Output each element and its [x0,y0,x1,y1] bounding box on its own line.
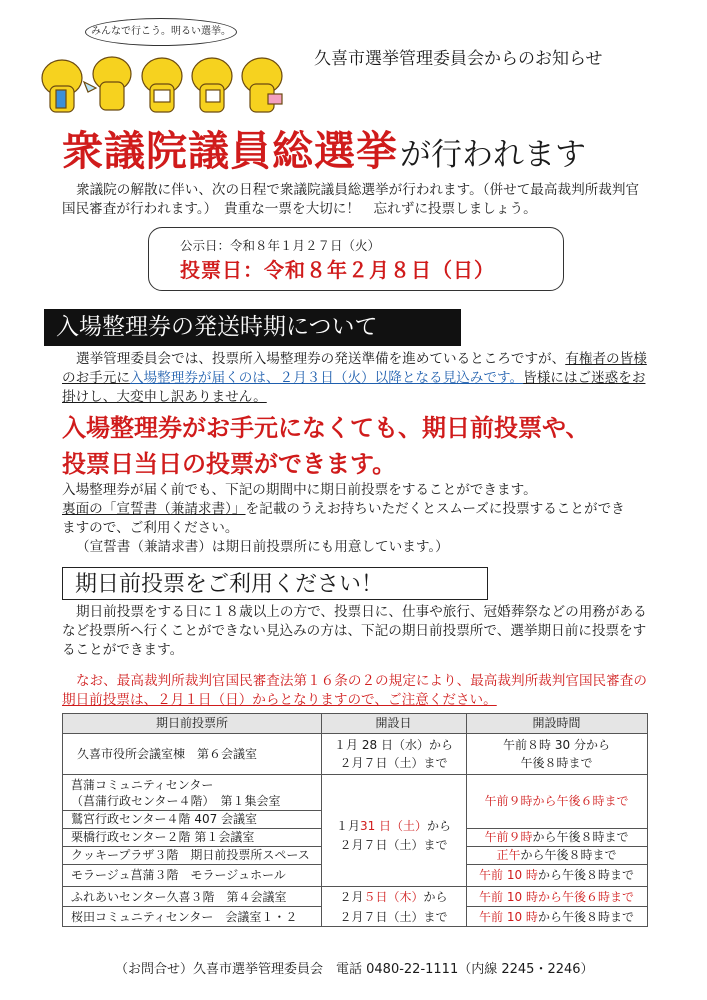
text-underlined: 有権者の皆様 [565,351,647,367]
announcement-date: 公示日：令和８年１月２７日（火） [180,238,381,253]
text-underlined: 期日前投票は、２月１日（日）からとなりますので、ご注意ください。 [62,692,497,708]
table-cell-period [321,818,466,834]
review-note [62,672,672,710]
text: １月 [335,819,360,833]
table-cell-place: 久喜市役所会議室棟 第６会議室 [77,747,258,761]
text: など投票所へ行くことができない見込みの方は、下記の期日前投票所で、選挙期日前に投票をす [62,623,647,639]
table-header: 期日前投票所 [63,714,321,734]
early-voting-table [62,713,648,927]
text: 選挙管理委員会では、投票所入場整理券の発送準備を進めているところですが、 [76,351,566,367]
text: 期日前投票をする日に１８歳以上の方で、投票日に、仕事や旅行、冠婚葬祭などの用務がある [76,604,647,620]
text: ることができます。 [62,642,184,658]
text-red: 午前９時 [484,830,533,844]
early-vote-paragraph [62,603,662,660]
text: （宣誓書（兼請求書）は期日前投票所にも用意しています。） [76,539,449,555]
table-cell-time [466,847,647,863]
table-cell-place: クッキープラザ３階 期日前投票所スペース [71,848,310,862]
table-cell-time [466,909,647,925]
mascot-4 [192,58,232,112]
text: から午後８時まで [520,848,617,862]
mascot-3 [142,58,182,112]
voting-date: 投票日：令和８年２月８日（日） [180,258,495,282]
text-underlined: 裏面の「宣誓書（兼請求書）」 [62,501,246,517]
mascot-2 [84,57,131,110]
table-cell-time: 午前８時 30 分から [503,738,610,752]
section-heading-ticket: 入場整理券の発送時期について [44,309,461,346]
oath-paragraph [62,481,662,557]
mascot-5 [242,58,282,112]
text-red: 午前 10 時 [479,910,538,924]
text-red: 31 日（土） [359,819,428,833]
page-title [62,118,586,177]
table-cell-time: 午後８時まで [520,756,593,770]
text-underlined: のお手元に [62,370,130,386]
table-header: 開設時間 [466,714,647,734]
table-cell-period: ２月７日（土）まで [339,756,448,770]
intro-line: 国民審査が行われます。） 貴重な一票を大切に！ 忘れずに投票しましょう。 [62,201,537,217]
intro-paragraph [62,181,652,219]
text: ますので、ご利用ください。 [62,520,239,536]
slogan-bubble: みんなで行こう。明るい選挙。 [85,18,237,46]
table-cell-period [321,889,466,905]
table-cell-time [466,829,647,845]
text-highlight: 入場整理券が届くのは、２月３日（火）以降となる見込みです。 [129,370,524,386]
table-cell-place: 鷲宮行政センター４階 407 会議室 [71,812,258,826]
table-header: 開設日 [321,714,466,734]
text-red: 午前 10 時 [479,868,538,882]
intro-line: 衆議院の解散に伴い、次の日程で衆議院議員総選挙が行われます。（併せて最高裁判所裁判官 [76,182,640,198]
text: から [427,819,452,833]
text: を記載のうえお持ちいただくとスムーズに投票することができ [245,501,625,517]
notice-from: 久喜市選挙管理委員会からのお知らせ [314,49,603,69]
emphasis-line: 入場整理券がお手元になくても、期日前投票や、 [62,414,590,442]
table-cell-period: ２月７日（土）まで [339,838,448,852]
emphasis-text [62,410,682,482]
text: から午後８時まで [537,868,634,882]
text-underlined: 掛けし、大変申し訳ありません。 [62,389,267,405]
text: から午後８時まで [532,830,629,844]
emphasis-line: 投票日当日の投票ができます。 [62,450,397,478]
table-cell-time: 午前 10 時から午後６時まで [479,890,634,904]
table-cell-place: 桜田コミュニティセンター 会議室１・２ [71,910,298,924]
text-red: ５日（木） [363,890,424,904]
section-heading-early-vote: 期日前投票をご利用ください！ [62,567,488,600]
table-cell-place: ふれあいセンター久喜３階 第４会議室 [71,890,287,904]
text-red: 正午 [496,848,521,862]
text: から [423,890,448,904]
contact-info: （お問合せ）久喜市選挙管理委員会 電話 0480-22-1111（内線 2245・2246） [115,962,594,977]
text: から午後８時まで [537,910,634,924]
table-cell-period: １月 28 日（水）から [334,738,453,752]
title-main: 衆議院議員総選挙 [62,127,398,175]
text-underlined: 皆様にはご迷惑をお [523,370,646,386]
table-cell-period: ２月７日（土）まで [339,910,448,924]
table-cell-place: モラージュ菖蒲３階 モラージュホール [71,868,286,882]
text: ２月 [339,890,364,904]
mascot-1 [42,60,82,112]
table-cell-time [466,867,647,883]
text: なお、最高裁判所裁判官国民審査法第１６条の２の規定により、最高裁判所裁判官国民審査の [76,673,647,689]
table-cell-time: 午前９時から午後６時まで [484,794,629,808]
table-cell-place: 菖蒲コミュニティセンター [71,778,214,792]
table-cell-place: 栗橋行政センター２階 第１会議室 [71,830,255,844]
ticket-paragraph [62,350,662,407]
title-suffix: が行われます [400,137,586,173]
text: 入場整理券が届く前でも、下記の期間中に期日前投票をすることができます。 [62,482,537,498]
table-cell-place: （菖蒲行政センター４階） 第１集会室 [71,794,281,808]
